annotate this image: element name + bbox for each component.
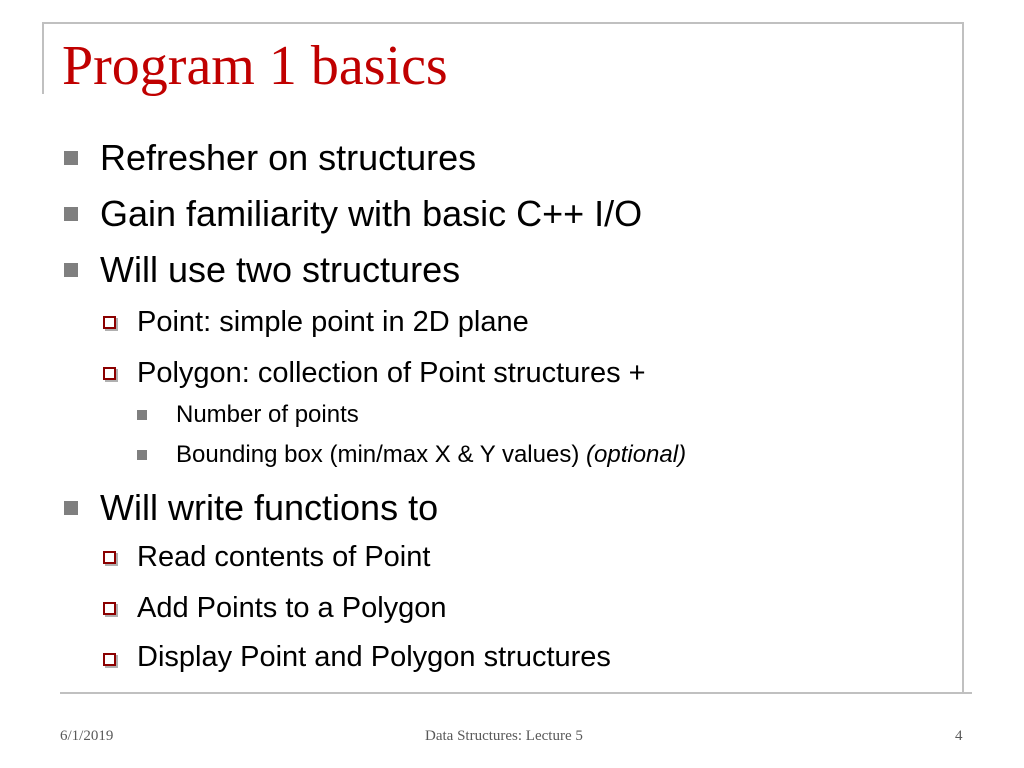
bullet-square-marker xyxy=(64,501,78,515)
bullet-box-marker xyxy=(103,653,116,666)
bullet-square-marker xyxy=(64,207,78,221)
bullet-box-marker xyxy=(103,367,116,380)
bullet-small-square-marker xyxy=(137,450,147,460)
sub-sub-bullet-item: Number of points xyxy=(176,401,359,428)
bullet-text: Bounding box (min/max X & Y values) xyxy=(176,441,586,468)
sub-sub-bullet-item xyxy=(176,441,686,469)
bullet-item: Will write functions to xyxy=(100,487,439,528)
page-number: 4 xyxy=(955,728,963,744)
footer-title: Data Structures: Lecture 5 xyxy=(425,728,583,744)
sub-bullet-item: Read contents of Point xyxy=(137,541,431,573)
bullet-box-marker xyxy=(103,316,116,329)
sub-bullet-item: Add Points to a Polygon xyxy=(137,592,447,624)
bullet-box-marker xyxy=(103,602,116,615)
bullet-small-square-marker xyxy=(137,410,147,420)
sub-bullet-item: Polygon: collection of Point structures + xyxy=(137,357,646,389)
bullet-item: Refresher on structures xyxy=(100,137,477,178)
bullet-item: Will use two structures xyxy=(100,249,461,290)
bullet-box-marker xyxy=(103,551,116,564)
footer-date: 6/1/2019 xyxy=(60,728,114,744)
optional-note: (optional) xyxy=(586,441,687,468)
sub-bullet-item: Point: simple point in 2D plane xyxy=(137,306,529,338)
slide-title: Program 1 basics xyxy=(62,35,448,97)
sub-bullet-item: Display Point and Polygon structures xyxy=(137,641,611,673)
bullet-square-marker xyxy=(64,263,78,277)
bullet-item: Gain familiarity with basic C++ I/O xyxy=(100,193,643,234)
bullet-square-marker xyxy=(64,151,78,165)
